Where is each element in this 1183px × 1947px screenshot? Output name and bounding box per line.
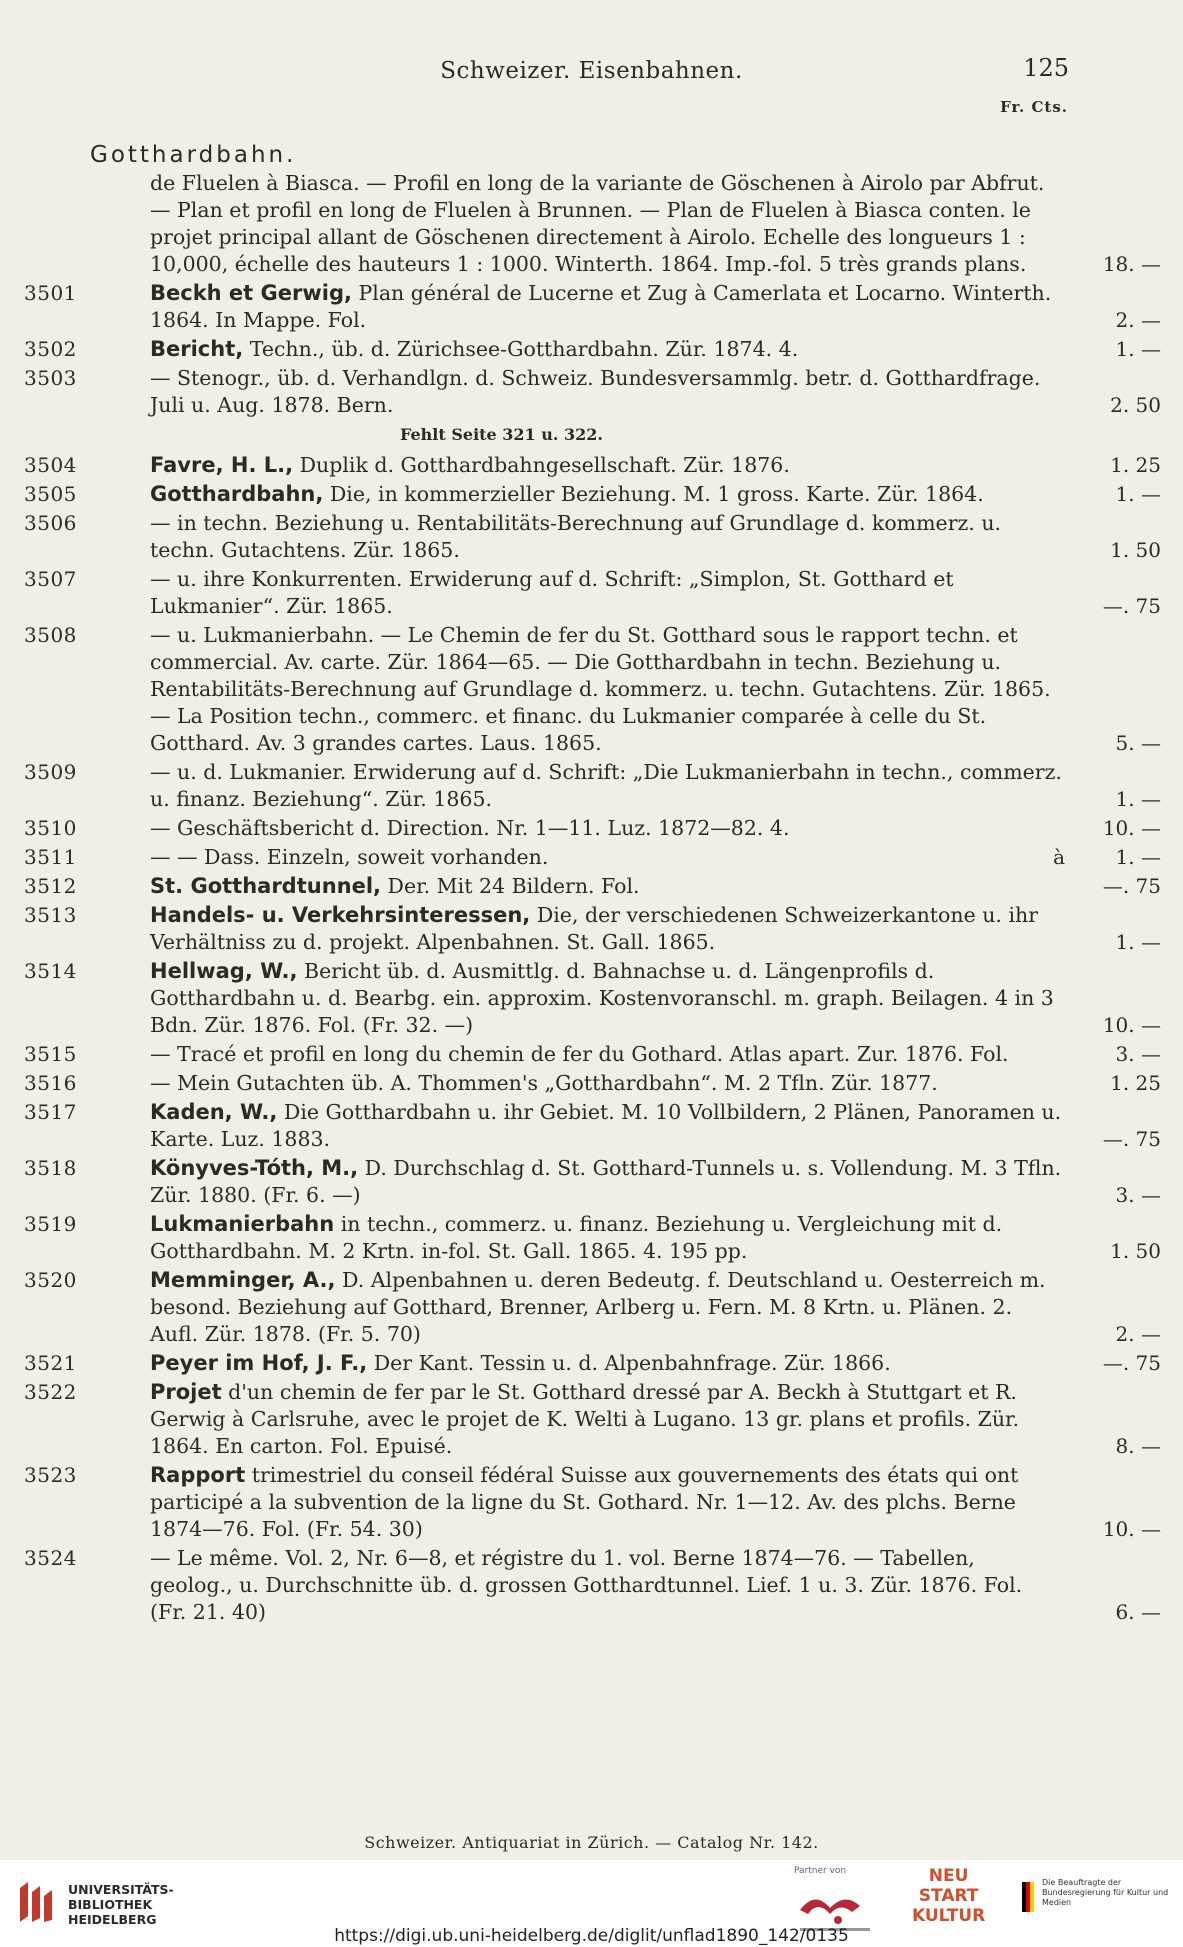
entry-price: 3. —	[1115, 1042, 1161, 1066]
neustart-line: START	[918, 1886, 979, 1906]
entry-text	[150, 1070, 1063, 1097]
entry-author: Kaden, W.,	[150, 1100, 278, 1124]
university-library-name	[68, 1882, 174, 1927]
entry-price: 5. —	[1115, 731, 1161, 755]
university-library-logo-icon	[14, 1878, 58, 1928]
entry-number: 3503	[24, 366, 77, 390]
catalog-entry	[0, 958, 1183, 1039]
entry-number: 3515	[24, 1042, 77, 1066]
entry-author: Bericht,	[150, 337, 244, 361]
entry-description: Bericht üb. d. Ausmittlg. d. Bahnachse u. d. Längenprofils d. Gotthardbahn u. d. Bearbg. ein. approxim. Kostenvoranschl. m. graph. Beilagen. 4 in 3 Bdn. Zür. 1876. Fol. (Fr. 32. —)	[150, 959, 1054, 1037]
entry-description: — Geschäftsbericht d. Direction. Nr. 1—11. Luz. 1872—82. 4.	[150, 816, 790, 840]
page-number: 125	[1023, 54, 1069, 82]
entry-number: 3522	[24, 1380, 77, 1404]
entry-price: —. 75	[1102, 874, 1161, 898]
entry-description: Der. Mit 24 Bildern. Fol.	[381, 874, 640, 898]
catalog-entry	[0, 280, 1183, 334]
entry-description: Die, der verschiedenen Schweizerkantone u. ihr Verhältniss zu d. projekt. Alpenbahnen. St. Gall. 1865.	[150, 903, 1039, 954]
entry-description: — Tracé et profil en long du chemin de fer du Gothard. Atlas apart. Zur. 1876. Fol.	[150, 1042, 1009, 1066]
entry-number: 3517	[24, 1100, 77, 1124]
catalog-entry	[0, 510, 1183, 564]
entry-price: 1. —	[1115, 845, 1161, 869]
entry-price: —. 75	[1102, 1351, 1161, 1375]
continuation-entry	[0, 170, 1183, 278]
entry-price: 1. —	[1115, 930, 1161, 954]
entry-number: 3521	[24, 1351, 77, 1375]
entry-number: 3501	[24, 281, 77, 305]
entry-text	[150, 481, 1063, 508]
entry-price: —. 75	[1102, 1127, 1161, 1151]
entry-number: 3513	[24, 903, 77, 927]
catalog-entry	[0, 902, 1183, 956]
entry-number: 3508	[24, 623, 77, 647]
entry-description: trimestriel du conseil fédéral Suisse aux gouvernements des états qui ont participé a la subvention de la ligne du St. Gothard. Nr. 1—12. Av. des plchs. Berne 1874—76. Fol. (Fr. 54. 30)	[150, 1463, 1019, 1541]
neustart-line: KULTUR	[912, 1906, 986, 1926]
entry-author: Favre, H. L.,	[150, 453, 294, 477]
entry-number: 3519	[24, 1212, 77, 1236]
ub-line: BIBLIOTHEK	[68, 1897, 153, 1912]
catalog-entry	[0, 481, 1183, 508]
entry-price: 1. 50	[1110, 538, 1161, 562]
entry-each-marker: à	[1053, 845, 1065, 869]
entry-number: 3512	[24, 874, 77, 898]
catalog-entry	[0, 1155, 1183, 1209]
entry-price: 1. —	[1115, 482, 1161, 506]
entry-text	[150, 510, 1063, 564]
catalog-entry	[0, 1350, 1183, 1377]
entry-price: 1. 50	[1110, 1239, 1161, 1263]
bkm-logo-text	[1020, 1878, 1170, 1908]
section-title: Gotthardbahn.	[90, 142, 297, 168]
catalog-entry	[0, 452, 1183, 479]
entry-text	[150, 1099, 1063, 1153]
entry-text	[150, 280, 1063, 334]
entry-description: — in techn. Beziehung u. Rentabilitäts-Berechnung auf Grundlage d. kommerz. u. techn. Gutachtens. Zür. 1865.	[150, 511, 1002, 562]
catalog-entries	[0, 170, 1183, 1628]
entry-author: Projet	[150, 1380, 222, 1404]
entry-text	[150, 844, 1063, 871]
entry-text	[150, 1462, 1063, 1543]
entry-number: 3516	[24, 1071, 77, 1095]
entry-text	[150, 365, 1063, 419]
catalog-entry	[0, 336, 1183, 363]
entry-description: Plan général de Lucerne et Zug à Camerlata et Locarno. Winterth. 1864. In Mappe. Fol.	[150, 281, 1052, 332]
entry-text: de Fluelen à Biasca. — Profil en long de la variante de Göschenen à Airolo par Abfrut. — Plan et profil en long de Fluelen à Brunnen. — Plan de Fluelen à Biasca conten. le projet principal allant de Göschenen directement à Airolo. Echelle des longueurs 1 : 10,000, échelle des hauteurs 1 : 1000. Winterth. 1864. Imp.-fol. 5 très grands plans.	[150, 171, 1045, 276]
entry-number: 3502	[24, 337, 77, 361]
catalog-entry	[0, 844, 1183, 871]
entry-number: 3506	[24, 511, 77, 535]
entry-author: Gotthardbahn,	[150, 482, 324, 506]
entry-author: Memminger, A.,	[150, 1268, 336, 1292]
entry-author: Beckh et Gerwig,	[150, 281, 352, 305]
entry-price: 6. —	[1115, 1600, 1161, 1624]
running-head: Schweizer. Eisenbahnen.	[440, 58, 743, 84]
entry-price: 2. 50	[1110, 393, 1161, 417]
entry-description: Die, in kommerzieller Beziehung. M. 1 gross. Karte. Zür. 1864.	[323, 482, 984, 506]
entry-text	[150, 1155, 1063, 1209]
catalog-entry	[0, 1545, 1183, 1626]
catalog-entry	[0, 365, 1183, 419]
entry-price: 18. —	[1102, 252, 1161, 276]
entry-description: — Mein Gutachten üb. A. Thommen's „Gotthardbahn“. M. 2 Tfln. Zür. 1877.	[150, 1071, 938, 1095]
entry-description: — — Dass. Einzeln, soweit vorhanden.	[150, 845, 549, 869]
entry-text	[150, 1041, 1063, 1068]
entry-number: 3509	[24, 760, 77, 784]
missing-pages-note: Fehlt Seite 321 u. 322.	[400, 425, 603, 444]
entry-author: Hellwag, W.,	[150, 959, 298, 983]
entry-description: — u. d. Lukmanier. Erwiderung auf d. Schrift: „Die Lukmanierbahn in techn., commerz. u. finanz. Beziehung“. Zür. 1865.	[150, 760, 1062, 811]
catalog-entry	[0, 1099, 1183, 1153]
ub-line: HEIDELBERG	[68, 1912, 157, 1927]
entry-price: 1. 25	[1110, 453, 1161, 477]
catalog-entry	[0, 1462, 1183, 1543]
entry-text	[150, 902, 1063, 956]
entry-text	[150, 873, 1063, 900]
entry-description: — u. Lukmanierbahn. — Le Chemin de fer du St. Gotthard sous le rapport techn. et commercial. Av. carte. Zür. 1864—65. — Die Gotthardbahn in techn. Beziehung u. Rentabilitäts-Berechnung auf Grundlage d. kommerz. u. techn. Gutachtens. Zür. 1865. — La Position techn., commerc. et financ. du Lukmanier comparée à celle du St. Gotthard. Av. 3 grandes cartes. Laus. 1865.	[150, 623, 1051, 755]
entry-price: —. 75	[1102, 594, 1161, 618]
viewer-footer-bar	[0, 1860, 1183, 1947]
entry-description: — Stenogr., üb. d. Verhandlgn. d. Schweiz. Bundesversammlg. betr. d. Gotthardfrage. Juli u. Aug. 1878. Bern.	[150, 366, 1041, 417]
currency-column-header: Fr. Cts.	[1000, 98, 1068, 116]
entry-description: — u. ihre Konkurrenten. Erwiderung auf d. Schrift: „Simplon, St. Gotthard et Lukmanier“. Zür. 1865.	[150, 567, 954, 618]
entry-number: 3520	[24, 1268, 77, 1292]
entry-text	[150, 1379, 1063, 1460]
entry-number: 3510	[24, 816, 77, 840]
catalog-entry	[0, 1379, 1183, 1460]
catalog-entry	[0, 1070, 1183, 1097]
entry-number: 3524	[24, 1546, 77, 1570]
entry-number: 3504	[24, 453, 77, 477]
entry-text	[150, 815, 1063, 842]
catalog-entry	[0, 873, 1183, 900]
entry-author: Lukmanierbahn	[150, 1212, 335, 1236]
entry-number: 3523	[24, 1463, 77, 1487]
catalog-entry	[0, 1041, 1183, 1068]
entry-author: Peyer im Hof, J. F.,	[150, 1351, 368, 1375]
catalog-entry	[0, 815, 1183, 842]
neustart-kultur-logo	[912, 1866, 985, 1926]
entry-number: 3507	[24, 567, 77, 591]
entry-price: 1. 25	[1110, 1071, 1161, 1095]
entry-price: 2. —	[1115, 1322, 1161, 1346]
catalog-entry	[0, 759, 1183, 813]
entry-author: Rapport	[150, 1463, 246, 1487]
entry-author: St. Gotthardtunnel,	[150, 874, 382, 898]
entry-number: 3511	[24, 845, 77, 869]
entry-number: 3518	[24, 1156, 77, 1180]
entry-price: 1. —	[1115, 787, 1161, 811]
catalog-entry	[0, 566, 1183, 620]
entry-number: 3505	[24, 482, 77, 506]
entry-price: 1. —	[1115, 337, 1161, 361]
entry-price: 10. —	[1102, 816, 1161, 840]
partner-label: Partner von	[794, 1866, 847, 1876]
entry-text	[150, 336, 1063, 363]
entry-description: D. Durchschlag d. St. Gotthard-Tunnels u. s. Vollendung. M. 3 Tfln. Zür. 1880. (Fr. 6. —)	[150, 1156, 1062, 1207]
entry-text	[150, 759, 1063, 813]
entry-text	[150, 566, 1063, 620]
entry-description: — Le même. Vol. 2, Nr. 6—8, et régistre du 1. vol. Berne 1874—76. — Tabellen, geolog., u. Durchschnitte üb. d. grossen Gotthardtunnel. Lief. 1 u. 3. Zür. 1876. Fol. (Fr. 21. 40)	[150, 1546, 1023, 1624]
permalink-url[interactable]: https://digi.ub.uni-heidelberg.de/diglit/unflad1890_142/0135	[334, 1926, 849, 1946]
entry-text	[150, 452, 1063, 479]
entry-description: Techn., üb. d. Zürichsee-Gotthardbahn. Zür. 1874. 4.	[243, 337, 799, 361]
entry-description: Duplik d. Gotthardbahngesellschaft. Zür. 1876.	[293, 453, 790, 477]
entry-price: 8. —	[1115, 1434, 1161, 1458]
entry-description: d'un chemin de fer par le St. Gotthard dressé par A. Beckh à Stuttgart et R. Gerwig à Carlsruhe, avec le projet de K. Welti à Lugano. 13 gr. plans et profils. Zür. 1864. En carton. Fol. Epuisé.	[150, 1380, 1020, 1458]
entry-description: D. Alpenbahnen u. deren Bedeutg. f. Deutschland u. Oesterreich m. besond. Beziehung auf Gotthard, Brenner, Arlberg u. Fern. M. 8 Krtn. u. Plänen. 2. Aufl. Zür. 1878. (Fr. 5. 70)	[150, 1268, 1046, 1346]
bkm-text: Die Beauftragte der Bundesregierung für Kultur und Medien	[1042, 1878, 1169, 1907]
catalog-footer: Schweizer. Antiquariat in Zürich. — Catalog Nr. 142.	[364, 1833, 819, 1852]
ub-line: UNIVERSITÄTS-	[68, 1882, 174, 1897]
entry-text	[150, 1350, 1063, 1377]
entry-price: 2. —	[1115, 308, 1161, 332]
neustart-line: NEU	[928, 1866, 969, 1886]
entry-author: Handels- u. Verkehrsinteressen,	[150, 903, 531, 927]
entry-price: 10. —	[1102, 1013, 1161, 1037]
entry-text	[150, 1545, 1063, 1626]
entry-description: Der Kant. Tessin u. d. Alpenbahnfrage. Zür. 1866.	[367, 1351, 891, 1375]
catalog-entry	[0, 1211, 1183, 1265]
entry-text	[150, 622, 1063, 757]
entry-description: in techn., commerz. u. finanz. Beziehung u. Vergleichung mit d. Gotthardbahn. M. 2 Krtn. in-fol. St. Gall. 1865. 4. 195 pp.	[150, 1212, 1003, 1263]
entry-price: 10. —	[1102, 1517, 1161, 1541]
entry-text	[150, 958, 1063, 1039]
entry-text	[150, 1267, 1063, 1348]
entry-description: Die Gotthardbahn u. ihr Gebiet. M. 10 Vollbildern, 2 Plänen, Panoramen u. Karte. Luz. 1883.	[150, 1100, 1062, 1151]
entry-number: 3514	[24, 959, 77, 983]
catalog-entry	[0, 622, 1183, 757]
entry-text	[150, 1211, 1063, 1265]
entry-author: Könyves-Tóth, M.,	[150, 1156, 359, 1180]
catalog-entry	[0, 1267, 1183, 1348]
entry-price: 3. —	[1115, 1183, 1161, 1207]
